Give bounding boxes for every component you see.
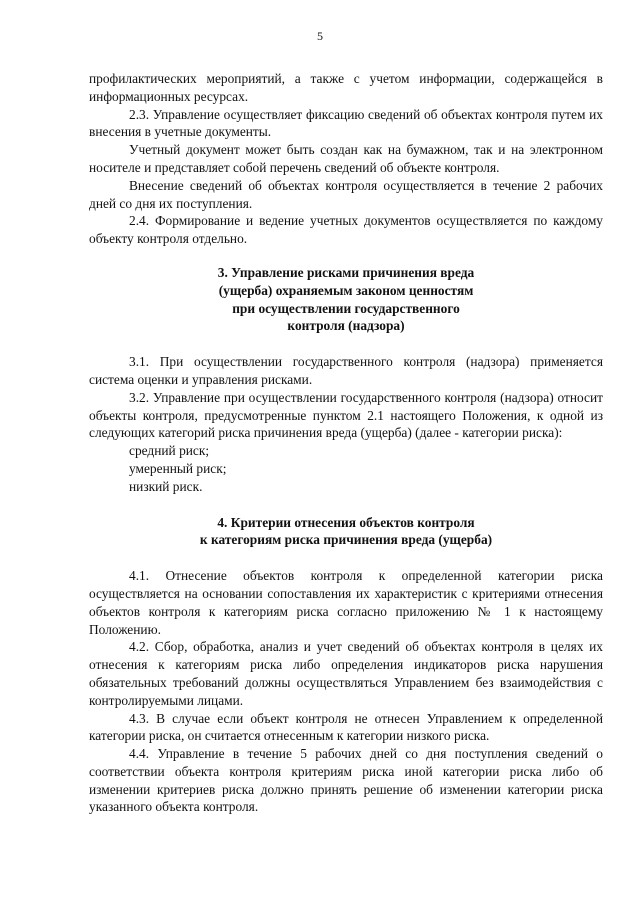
heading-line: (ущерба) охраняемым законом ценностям [218, 282, 474, 298]
list-item: умеренный риск; [129, 460, 227, 476]
paragraph-4-1: 4.1. Отнесение объектов контроля к определенной категории риска осуществляется на основании сопоставления их характеристик с критериями отнесения объектов контроля к категориям риска согласно приложению № 1 к настоящему Положению. [89, 568, 603, 637]
heading-line: к категориям риска причинения вреда (ущерба) [199, 532, 493, 548]
paragraph-4-4: 4.4. Управление в течение 5 рабочих дней со дня поступления сведений о соответствии объекта контроля критериям риска иной категории риска либо об изменении критериев риска должно принять решение об изменении категории риска указанного объекта контроля. [89, 746, 603, 815]
page-number: 5 [317, 29, 323, 43]
heading-line: 4. Критерии отнесения объектов контроля [217, 514, 475, 530]
paragraph-4-3: 4.3. В случае если объект контроля не отнесен Управлением к определенной категории риска, он считается отнесенным к категории низкого риска. [89, 710, 603, 744]
heading-line: контроля (надзора) [287, 318, 405, 334]
paragraph-4-2: 4.2. Сбор, обработка, анализ и учет сведений об объектах контроля в целях их отнесения к категориям риска либо определения индикаторов риска нарушения обязательных требований должны осуществляться Управлением без взаимодействия с контролируемыми лицами. [89, 639, 603, 708]
list-item: средний риск; [129, 443, 210, 459]
paragraph-2-4: 2.4. Формирование и ведение учетных документов осуществляется по каждому объекту контроля отдельно. [89, 213, 603, 247]
paragraph: профилактических мероприятий, а также с учетом информации, содержащейся в информационных ресурсах. [89, 71, 603, 104]
paragraph: Внесение сведений об объектах контроля осуществляется в течение 2 рабочих дней со дня их поступления. [89, 177, 603, 211]
section-4-heading [89, 514, 603, 550]
paragraph-2-3: 2.3. Управление осуществляет фиксацию сведений об объектах контроля путем их внесения в учетные документы. [89, 106, 603, 140]
section-3-heading [89, 264, 603, 335]
heading-line: 3. Управление рисками причинения вреда [217, 264, 475, 280]
paragraph: Учетный документ может быть создан как на бумажном, так и на электронном носителе и представляет собой перечень сведений об объекте контроля. [89, 142, 603, 175]
list-item: низкий риск. [129, 478, 203, 494]
paragraph-3-1: 3.1. При осуществлении государственного контроля (надзора) применяется система оценки и управления рисками. [89, 354, 603, 387]
heading-line: при осуществлении государственного [232, 300, 460, 316]
document-body [89, 70, 603, 816]
paragraph-3-2: 3.2. Управление при осуществлении государственного контроля (надзора) относит объекты контроля, предусмотренные пунктом 2.1 настоящего Положения, к одной из следующих категорий риска причинения вреда (ущерба) (далее - категории риска): [89, 389, 603, 441]
